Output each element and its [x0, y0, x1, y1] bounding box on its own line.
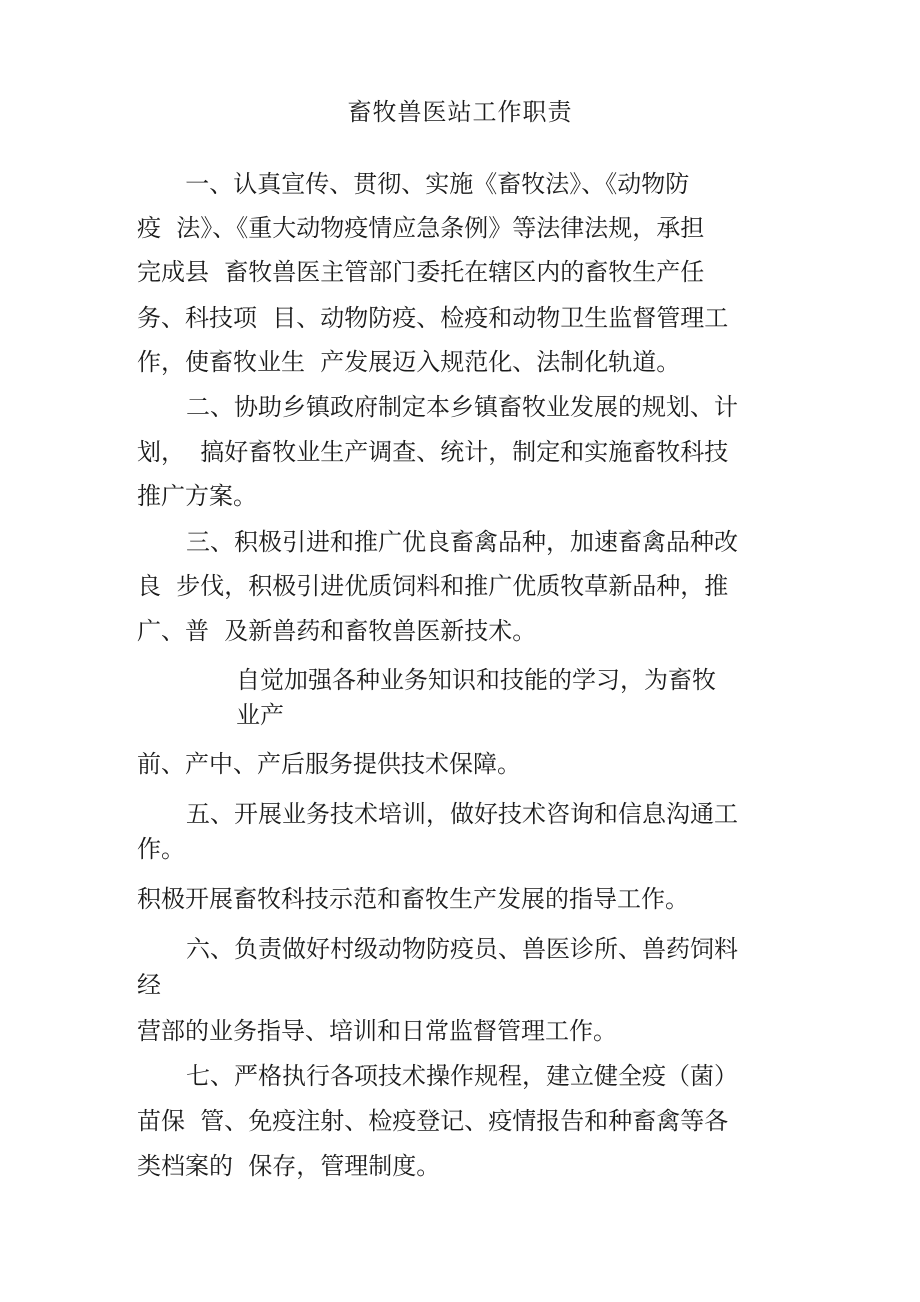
- text-line: 三、积极引进和推广优良畜禽品种，加速畜禽品种改: [186, 528, 738, 556]
- document-title: 畜牧兽医站工作职责: [347, 98, 573, 126]
- text-line: 六、负责做好村级动物防疫员、兽医诊所、兽药饲料: [186, 935, 738, 963]
- text-line: 经: [137, 971, 161, 999]
- text-line: 作，使畜牧业生 产发展迈入规范化、法制化轨道。: [137, 348, 681, 376]
- text-line: 积极开展畜牧科技示范和畜牧生产发展的指导工作。: [137, 885, 689, 913]
- text-line: 五、开展业务技术培训，做好技术咨询和信息沟通工: [186, 800, 738, 828]
- text-line: 一、认真宣传、贯彻、实施《畜牧法》、《动物防: [170, 170, 690, 198]
- text-line: 二、协助乡镇政府制定本乡镇畜牧业发展的规划、计: [186, 393, 738, 421]
- text-line: 类档案的 保存，管理制度。: [137, 1152, 441, 1180]
- text-line: 广、普 及新兽药和畜牧兽医新技术。: [137, 617, 537, 645]
- text-line: 七、严格执行各项技术操作规程，建立健全疫（菌）: [186, 1062, 738, 1090]
- text-line: 前、产中、产后服务提供技术保障。: [137, 750, 521, 778]
- text-line: 作。: [137, 835, 185, 863]
- text-line: 推广方案。: [137, 482, 257, 510]
- text-line: 完成县 畜牧兽医主管部门委托在辖区内的畜牧生产任: [137, 258, 705, 286]
- text-line: 疫 法》、《重大动物疫情应急条例》等法律法规，承担: [137, 214, 705, 242]
- text-line: 自觉加强各种业务知识和技能的学习，为畜牧: [236, 666, 716, 694]
- text-line: 业产: [236, 701, 284, 729]
- text-line: 良 步伐，积极引进优质饲料和推广优质牧草新品种，推: [137, 572, 729, 600]
- text-line: 营部的业务指导、培训和日常监督管理工作。: [137, 1017, 617, 1045]
- text-line: 务、科技项 目、动物防疫、检疫和动物卫生监督管理工: [137, 304, 729, 332]
- text-line: 苗保 管、免疫注射、检疫登记、疫情报告和种畜禽等各: [137, 1107, 729, 1135]
- text-line: 划， 搞好畜牧业生产调查、统计，制定和实施畜牧科技: [137, 438, 729, 466]
